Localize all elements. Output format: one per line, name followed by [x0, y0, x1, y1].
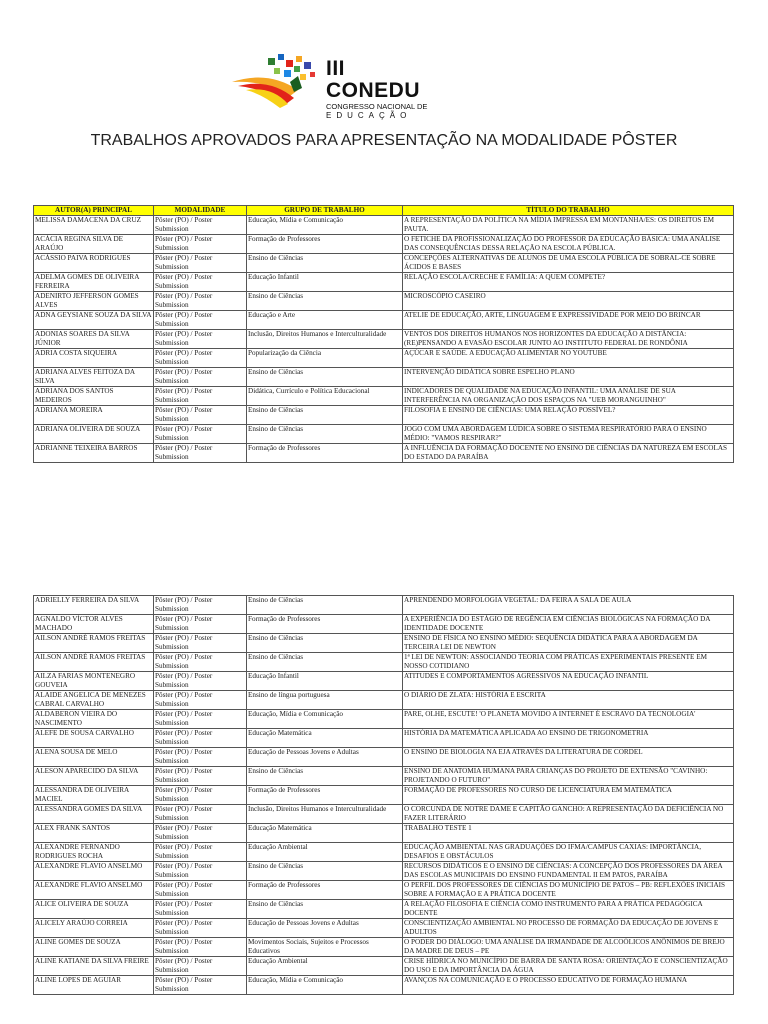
cell-title: CRISE HÍDRICA NO MUNICÍPIO DE BARRA DE SANTA ROSA: ORIENTAÇÃO E CONSCIENTIZAÇÃO DO USO E DA IMPORTÂNCIA DA ÁGUA — [403, 957, 734, 976]
table-row — [34, 938, 734, 957]
table-header-row — [34, 206, 734, 216]
cell-author: ADRIANA MOREIRA — [34, 406, 154, 425]
cell-title: MICROSCÓPIO CASEIRO — [403, 292, 734, 311]
cell-author: ALENA SOUSA DE MELO — [34, 748, 154, 767]
cell-author: ADONIAS SOARES DA SILVA JÚNIOR — [34, 330, 154, 349]
cell-work-group: Ensino de Ciências — [247, 900, 403, 919]
cell-author: ALEXANDRE FERNANDO RODRIGUES ROCHA — [34, 843, 154, 862]
cell-title: FORMAÇÃO DE PROFESSORES NO CURSO DE LICENCIATURA EM MATEMÁTICA — [403, 786, 734, 805]
logo-subtitle-line2: EDUCAÇÃO — [326, 111, 412, 120]
cell-author: ALICE OLIVEIRA DE SOUZA — [34, 900, 154, 919]
cell-modality: Pôster (PO) / Poster Submission — [154, 691, 247, 710]
cell-modality: Pôster (PO) / Poster Submission — [154, 634, 247, 653]
table-row — [34, 729, 734, 748]
cell-author: ACÁSSIO PAIVA RODRIGUES — [34, 254, 154, 273]
table-row — [34, 330, 734, 349]
cell-work-group: Ensino de Ciências — [247, 634, 403, 653]
cell-title: A REPRESENTAÇÃO DA POLÍTICA NA MÍDIA IMPRESSA EM MONTANHA/ES: OS DIREITOS EM PAUTA. — [403, 216, 734, 235]
cell-work-group: Movimentos Sociais, Sujeitos e Processos Educativos — [247, 938, 403, 957]
cell-work-group: Ensino de Ciências — [247, 862, 403, 881]
cell-author: AGNALDO VÍCTOR ALVES MACHADO — [34, 615, 154, 634]
cell-work-group: Educação de Pessoas Jovens e Adultas — [247, 919, 403, 938]
table-row — [34, 862, 734, 881]
cell-work-group: Popularização da Ciência — [247, 349, 403, 368]
cell-modality: Pôster (PO) / Poster Submission — [154, 748, 247, 767]
cell-modality: Pôster (PO) / Poster Submission — [154, 615, 247, 634]
table-row — [34, 634, 734, 653]
cell-modality: Pôster (PO) / Poster Submission — [154, 824, 247, 843]
cell-modality: Pôster (PO) / Poster Submission — [154, 349, 247, 368]
cell-author: ALINE KATIANE DA SILVA FREIRE — [34, 957, 154, 976]
cell-author: ALEX FRANK SANTOS — [34, 824, 154, 843]
cell-work-group: Ensino de Ciências — [247, 406, 403, 425]
table-row — [34, 311, 734, 330]
table-row — [34, 672, 734, 691]
cell-modality: Pôster (PO) / Poster Submission — [154, 216, 247, 235]
cell-title: O ENSINO DE BIOLOGIA NA EJA ATRAVÉS DA LITERATURA DE CORDEL — [403, 748, 734, 767]
cell-work-group: Formação de Professores — [247, 444, 403, 463]
cell-title: 1ª LEI DE NEWTON: ASSOCIANDO TEORIA COM PRÁTICAS EXPERIMENTAIS PRESENTE EM NOSSO COTIDIANO — [403, 653, 734, 672]
cell-author: ALESSANDRA GOMES DA SILVA — [34, 805, 154, 824]
table-row — [34, 691, 734, 710]
cell-work-group: Ensino de Ciências — [247, 368, 403, 387]
cell-title: A INFLUÊNCIA DA FORMAÇÃO DOCENTE NO ENSINO DE CIÊNCIAS DA NATUREZA EM ESCOLAS DO ESTADO DA PARAÍBA — [403, 444, 734, 463]
table-row — [34, 748, 734, 767]
cell-work-group: Ensino de Ciências — [247, 254, 403, 273]
logo-subtitle-line1: CONGRESSO NACIONAL DE — [326, 102, 428, 111]
cell-title: APRENDENDO MORFOLOGIA VEGETAL: DA FEIRA A SALA DE AULA — [403, 596, 734, 615]
cell-title: O CORCUNDA DE NOTRE DAME E CAPITÃO GANCHO: A REPRESENTAÇÃO DA DEFICIÊNCIA NO FAZER LITERÁRIO — [403, 805, 734, 824]
cell-modality: Pôster (PO) / Poster Submission — [154, 273, 247, 292]
cell-modality: Pôster (PO) / Poster Submission — [154, 900, 247, 919]
cell-modality: Pôster (PO) / Poster Submission — [154, 653, 247, 672]
cell-title: EDUCAÇÃO AMBIENTAL NAS GRADUAÇÕES DO IFMA/CAMPUS CAXIAS: IMPORTÂNCIA, DESAFIOS E OBSTÁCULOS — [403, 843, 734, 862]
cell-modality: Pôster (PO) / Poster Submission — [154, 957, 247, 976]
table-row — [34, 710, 734, 729]
header-author: AUTOR(A) PRINCIPAL — [34, 206, 154, 216]
cell-work-group: Ensino de língua portuguesa — [247, 691, 403, 710]
cell-title: O FETICHE DA PROFISSIONALIZAÇÃO DO PROFESSOR DA EDUCAÇÃO BÁSICA: UMA ANÁLISE DAS CONSEQUÊNCIAS DESSA RELAÇÃO NA ESCOLA PÚBLICA. — [403, 235, 734, 254]
table-row — [34, 368, 734, 387]
cell-author: ALDABERON VIEIRA DO NASCIMENTO — [34, 710, 154, 729]
cell-modality: Pôster (PO) / Poster Submission — [154, 254, 247, 273]
conedu-logo — [228, 52, 438, 120]
cell-author: ADRIELLY FERREIRA DA SILVA — [34, 596, 154, 615]
cell-work-group: Formação de Professores — [247, 786, 403, 805]
cell-work-group: Ensino de Ciências — [247, 425, 403, 444]
table-row — [34, 425, 734, 444]
cell-work-group: Didática, Currículo e Política Educacional — [247, 387, 403, 406]
cell-modality: Pôster (PO) / Poster Submission — [154, 938, 247, 957]
cell-work-group: Ensino de Ciências — [247, 292, 403, 311]
cell-author: ALINE GOMES DE SOUZA — [34, 938, 154, 957]
cell-author: ALESSANDRA DE OLIVEIRA MACIEL — [34, 786, 154, 805]
cell-modality: Pôster (PO) / Poster Submission — [154, 330, 247, 349]
cell-work-group: Educação Matemática — [247, 824, 403, 843]
table-row — [34, 653, 734, 672]
table-row — [34, 444, 734, 463]
cell-work-group: Educação Ambiental — [247, 957, 403, 976]
cell-work-group: Formação de Professores — [247, 881, 403, 900]
table-row — [34, 805, 734, 824]
cell-title: ATITUDES E COMPORTAMENTOS AGRESSIVOS NA EDUCAÇÃO INFANTIL — [403, 672, 734, 691]
table-row — [34, 292, 734, 311]
table-body — [34, 596, 734, 995]
table-row — [34, 767, 734, 786]
cell-modality: Pôster (PO) / Poster Submission — [154, 444, 247, 463]
table-row — [34, 596, 734, 615]
cell-modality: Pôster (PO) / Poster Submission — [154, 596, 247, 615]
cell-author: ADRIANA ALVES FEITOZA DA SILVA — [34, 368, 154, 387]
table-row — [34, 824, 734, 843]
cell-title: O PERFIL DOS PROFESSORES DE CIÊNCIAS DO MUNICÍPIO DE PATOS – PB: REFLEXÕES INICIAIS SOBRE A FORMAÇÃO E A PRÁTICA DOCENTE — [403, 881, 734, 900]
table-row — [34, 843, 734, 862]
approved-posters-table-2 — [33, 595, 734, 995]
cell-work-group: Educação, Mídia e Comunicação — [247, 976, 403, 995]
table-row — [34, 216, 734, 235]
cell-title: RECURSOS DIDÁTICOS E O ENSINO DE CIÊNCIAS: A CONCEPÇÃO DOS PROFESSORES DA ÁREA DAS ESCOLAS MUNICIPAIS DO ENSINO FUNDAMENTAL II EM PATOS, PARAÍBA — [403, 862, 734, 881]
cell-title: CONSCIENTIZAÇÃO AMBIENTAL NO PROCESSO DE FORMAÇÃO DA EDUCAÇÃO DE JOVENS E ADULTOS — [403, 919, 734, 938]
cell-work-group: Educação Ambiental — [247, 843, 403, 862]
cell-author: ALESON APARECIDO DA SILVA — [34, 767, 154, 786]
cell-work-group: Educação de Pessoas Jovens e Adultas — [247, 748, 403, 767]
cell-title: ENSINO DE ANATOMIA HUMANA PARA CRIANÇAS DO PROJETO DE EXTENSÃO "CAVINHO: PROJETANDO O FUTURO" — [403, 767, 734, 786]
cell-title: HISTÓRIA DA MATEMÁTICA APLICADA AO ENSINO DE TRIGONOMETRIA — [403, 729, 734, 748]
cell-work-group: Educação Infantil — [247, 273, 403, 292]
cell-work-group: Educação, Mídia e Comunicação — [247, 216, 403, 235]
cell-title: O PODER DO DIÁLOGO: UMA ANÁLISE DA IRMANDADE DE ALCOÓLICOS ANÔNIMOS DE BREJO DA MADRE DE DEUS – PE — [403, 938, 734, 957]
cell-title: VENTOS DOS DIREITOS HUMANOS NOS HORIZONTES DA EDUCAÇÃO A DISTÂNCIA: (RE)PENSANDO A EVASÃO ESCOLAR JUNTO AO INSTITUTO FEDERAL DE RONDÔNIA — [403, 330, 734, 349]
table-row — [34, 387, 734, 406]
cell-title: A RELAÇÃO FILOSOFIA E CIÊNCIA COMO INSTRUMENTO PARA A PRÁTICA PEDAGÓGICA DOCENTE — [403, 900, 734, 919]
cell-modality: Pôster (PO) / Poster Submission — [154, 387, 247, 406]
cell-author: ALEXANDRE FLAVIO ANSELMO — [34, 862, 154, 881]
table-row — [34, 254, 734, 273]
cell-title: INTERVENÇÃO DIDÁTICA SOBRE ESPELHO PLANO — [403, 368, 734, 387]
cell-modality: Pôster (PO) / Poster Submission — [154, 881, 247, 900]
cell-work-group: Educação, Mídia e Comunicação — [247, 710, 403, 729]
cell-work-group: Educação Infantil — [247, 672, 403, 691]
page-title: TRABALHOS APROVADOS PARA APRESENTAÇÃO NA MODALIDADE PÔSTER — [90, 132, 678, 149]
cell-modality: Pôster (PO) / Poster Submission — [154, 976, 247, 995]
table-row — [34, 900, 734, 919]
cell-modality: Pôster (PO) / Poster Submission — [154, 805, 247, 824]
cell-modality: Pôster (PO) / Poster Submission — [154, 235, 247, 254]
cell-modality: Pôster (PO) / Poster Submission — [154, 729, 247, 748]
cell-title: RELAÇÃO ESCOLA/CRECHE E FAMÍLIA: A QUEM COMPETE? — [403, 273, 734, 292]
table-body — [34, 216, 734, 463]
cell-author: ALICELY ARAÚJO CORREIA — [34, 919, 154, 938]
cell-modality: Pôster (PO) / Poster Submission — [154, 292, 247, 311]
cell-modality: Pôster (PO) / Poster Submission — [154, 919, 247, 938]
cell-work-group: Inclusão, Direitos Humanos e Interculturalidade — [247, 805, 403, 824]
cell-title: TRABALHO TESTE 1 — [403, 824, 734, 843]
cell-author: ACÁCIA REGINA SILVA DE ARAÚJO — [34, 235, 154, 254]
cell-title: O DIÁRIO DE ZLATA: HISTÓRIA E ESCRITA — [403, 691, 734, 710]
cell-author: AILSON ANDRÉ RAMOS FREITAS — [34, 634, 154, 653]
header-work-group: GRUPO DE TRABALHO — [247, 206, 403, 216]
cell-work-group: Ensino de Ciências — [247, 653, 403, 672]
table-row — [34, 349, 734, 368]
cell-author: ALAIDE ANGELICA DE MENEZES CABRAL CARVALHO — [34, 691, 154, 710]
cell-title: AVANÇOS NA COMUNICAÇÃO E O PROCESSO EDUCATIVO DE FORMAÇÃO HUMANA — [403, 976, 734, 995]
cell-author: ALEFE DE SOUSA CARVALHO — [34, 729, 154, 748]
header-modality: MODALIDADE — [154, 206, 247, 216]
cell-modality: Pôster (PO) / Poster Submission — [154, 425, 247, 444]
cell-title: PARE, OLHE, ESCUTE! 'O PLANETA MOVIDO A INTERNET É ESCRAVO DA TECNOLOGIA' — [403, 710, 734, 729]
cell-work-group: Educação e Arte — [247, 311, 403, 330]
cell-modality: Pôster (PO) / Poster Submission — [154, 710, 247, 729]
table-row — [34, 273, 734, 292]
cell-author: ADRIA COSTA SIQUEIRA — [34, 349, 154, 368]
table-row — [34, 919, 734, 938]
cell-work-group: Formação de Professores — [247, 615, 403, 634]
cell-work-group: Educação Matemática — [247, 729, 403, 748]
table-row — [34, 235, 734, 254]
cell-work-group: Inclusão, Direitos Humanos e Interculturalidade — [247, 330, 403, 349]
cell-modality: Pôster (PO) / Poster Submission — [154, 843, 247, 862]
table-row — [34, 976, 734, 995]
cell-title: FILOSOFIA E ENSINO DE CIÊNCIAS: UMA RELAÇÃO POSSÍVEL? — [403, 406, 734, 425]
cell-work-group: Ensino de Ciências — [247, 767, 403, 786]
cell-author: ADNA GEYSIANE SOUZA DA SILVA — [34, 311, 154, 330]
cell-title: ENSINO DE FÍSICA NO ENSINO MÉDIO: SEQUÊNCIA DIDÁTICA PARA A ABORDAGEM DA TERCEIRA LEI DE NEWTON — [403, 634, 734, 653]
cell-author: ADELMA GOMES DE OLIVEIRA FERREIRA — [34, 273, 154, 292]
table-row — [34, 881, 734, 900]
cell-author: ADRIANA DOS SANTOS MEDEIROS — [34, 387, 154, 406]
cell-modality: Pôster (PO) / Poster Submission — [154, 368, 247, 387]
cell-author: ALINE LOPES DE AGUIAR — [34, 976, 154, 995]
cell-author: AILZA FARIAS MONTENEGRO GOUVEIA — [34, 672, 154, 691]
cell-modality: Pôster (PO) / Poster Submission — [154, 862, 247, 881]
cell-author: ADRIANNE TEIXEIRA BARROS — [34, 444, 154, 463]
cell-title: AÇÚCAR E SAÚDE. A EDUCAÇÃO ALIMENTAR NO YOUTUBE — [403, 349, 734, 368]
cell-title: A EXPERIÊNCIA DO ESTÁGIO DE REGÊNCIA EM CIÊNCIAS BIOLÓGICAS NA FORMAÇÃO DA IDENTIDADE DOCENTE — [403, 615, 734, 634]
table-row — [34, 406, 734, 425]
conedu-logo-mark-icon — [228, 52, 326, 108]
table-row — [34, 957, 734, 976]
cell-modality: Pôster (PO) / Poster Submission — [154, 767, 247, 786]
cell-author: ALEXANDRE FLAVIO ANSELMO — [34, 881, 154, 900]
cell-author: AILSON ANDRÉ RAMOS FREITAS — [34, 653, 154, 672]
cell-title: INDICADORES DE QUALIDADE NA EDUCAÇÃO INFANTIL: UMA ANÁLISE DE SUA INTERFERÊNCIA NA ORGANIZAÇÃO DOS ESPAÇOS NA "UEB MORANGUINHO" — [403, 387, 734, 406]
cell-modality: Pôster (PO) / Poster Submission — [154, 786, 247, 805]
table-row — [34, 615, 734, 634]
header-title: TÍTULO DO TRABALHO — [403, 206, 734, 216]
cell-modality: Pôster (PO) / Poster Submission — [154, 406, 247, 425]
cell-title: ATELIE DE EDUCAÇÃO, ARTE, LINGUAGEM E EXPRESSIVIDADE POR MEIO DO BRINCAR — [403, 311, 734, 330]
cell-modality: Pôster (PO) / Poster Submission — [154, 672, 247, 691]
approved-posters-table-1 — [33, 205, 734, 463]
cell-modality: Pôster (PO) / Poster Submission — [154, 311, 247, 330]
table-row — [34, 786, 734, 805]
cell-author: ADRIANA OLIVEIRA DE SOUZA — [34, 425, 154, 444]
cell-author: ADENIRTO JEFFERSON GOMES ALVES — [34, 292, 154, 311]
cell-title: JOGO COM UMA ABORDAGEM LÚDICA SOBRE O SISTEMA RESPIRATÓRIO PARA O ENSINO MÉDIO: "VAMOS RESPIRAR?" — [403, 425, 734, 444]
logo-title: III CONEDU — [326, 57, 421, 102]
cell-author: MELISSA DAMACENA DA CRUZ — [34, 216, 154, 235]
cell-work-group: Ensino de Ciências — [247, 596, 403, 615]
cell-work-group: Formação de Professores — [247, 235, 403, 254]
cell-title: CONCEPÇÕES ALTERNATIVAS DE ALUNOS DE UMA ESCOLA PÚBLICA DE SOBRAL-CE SOBRE ÁCIDOS E BASES — [403, 254, 734, 273]
